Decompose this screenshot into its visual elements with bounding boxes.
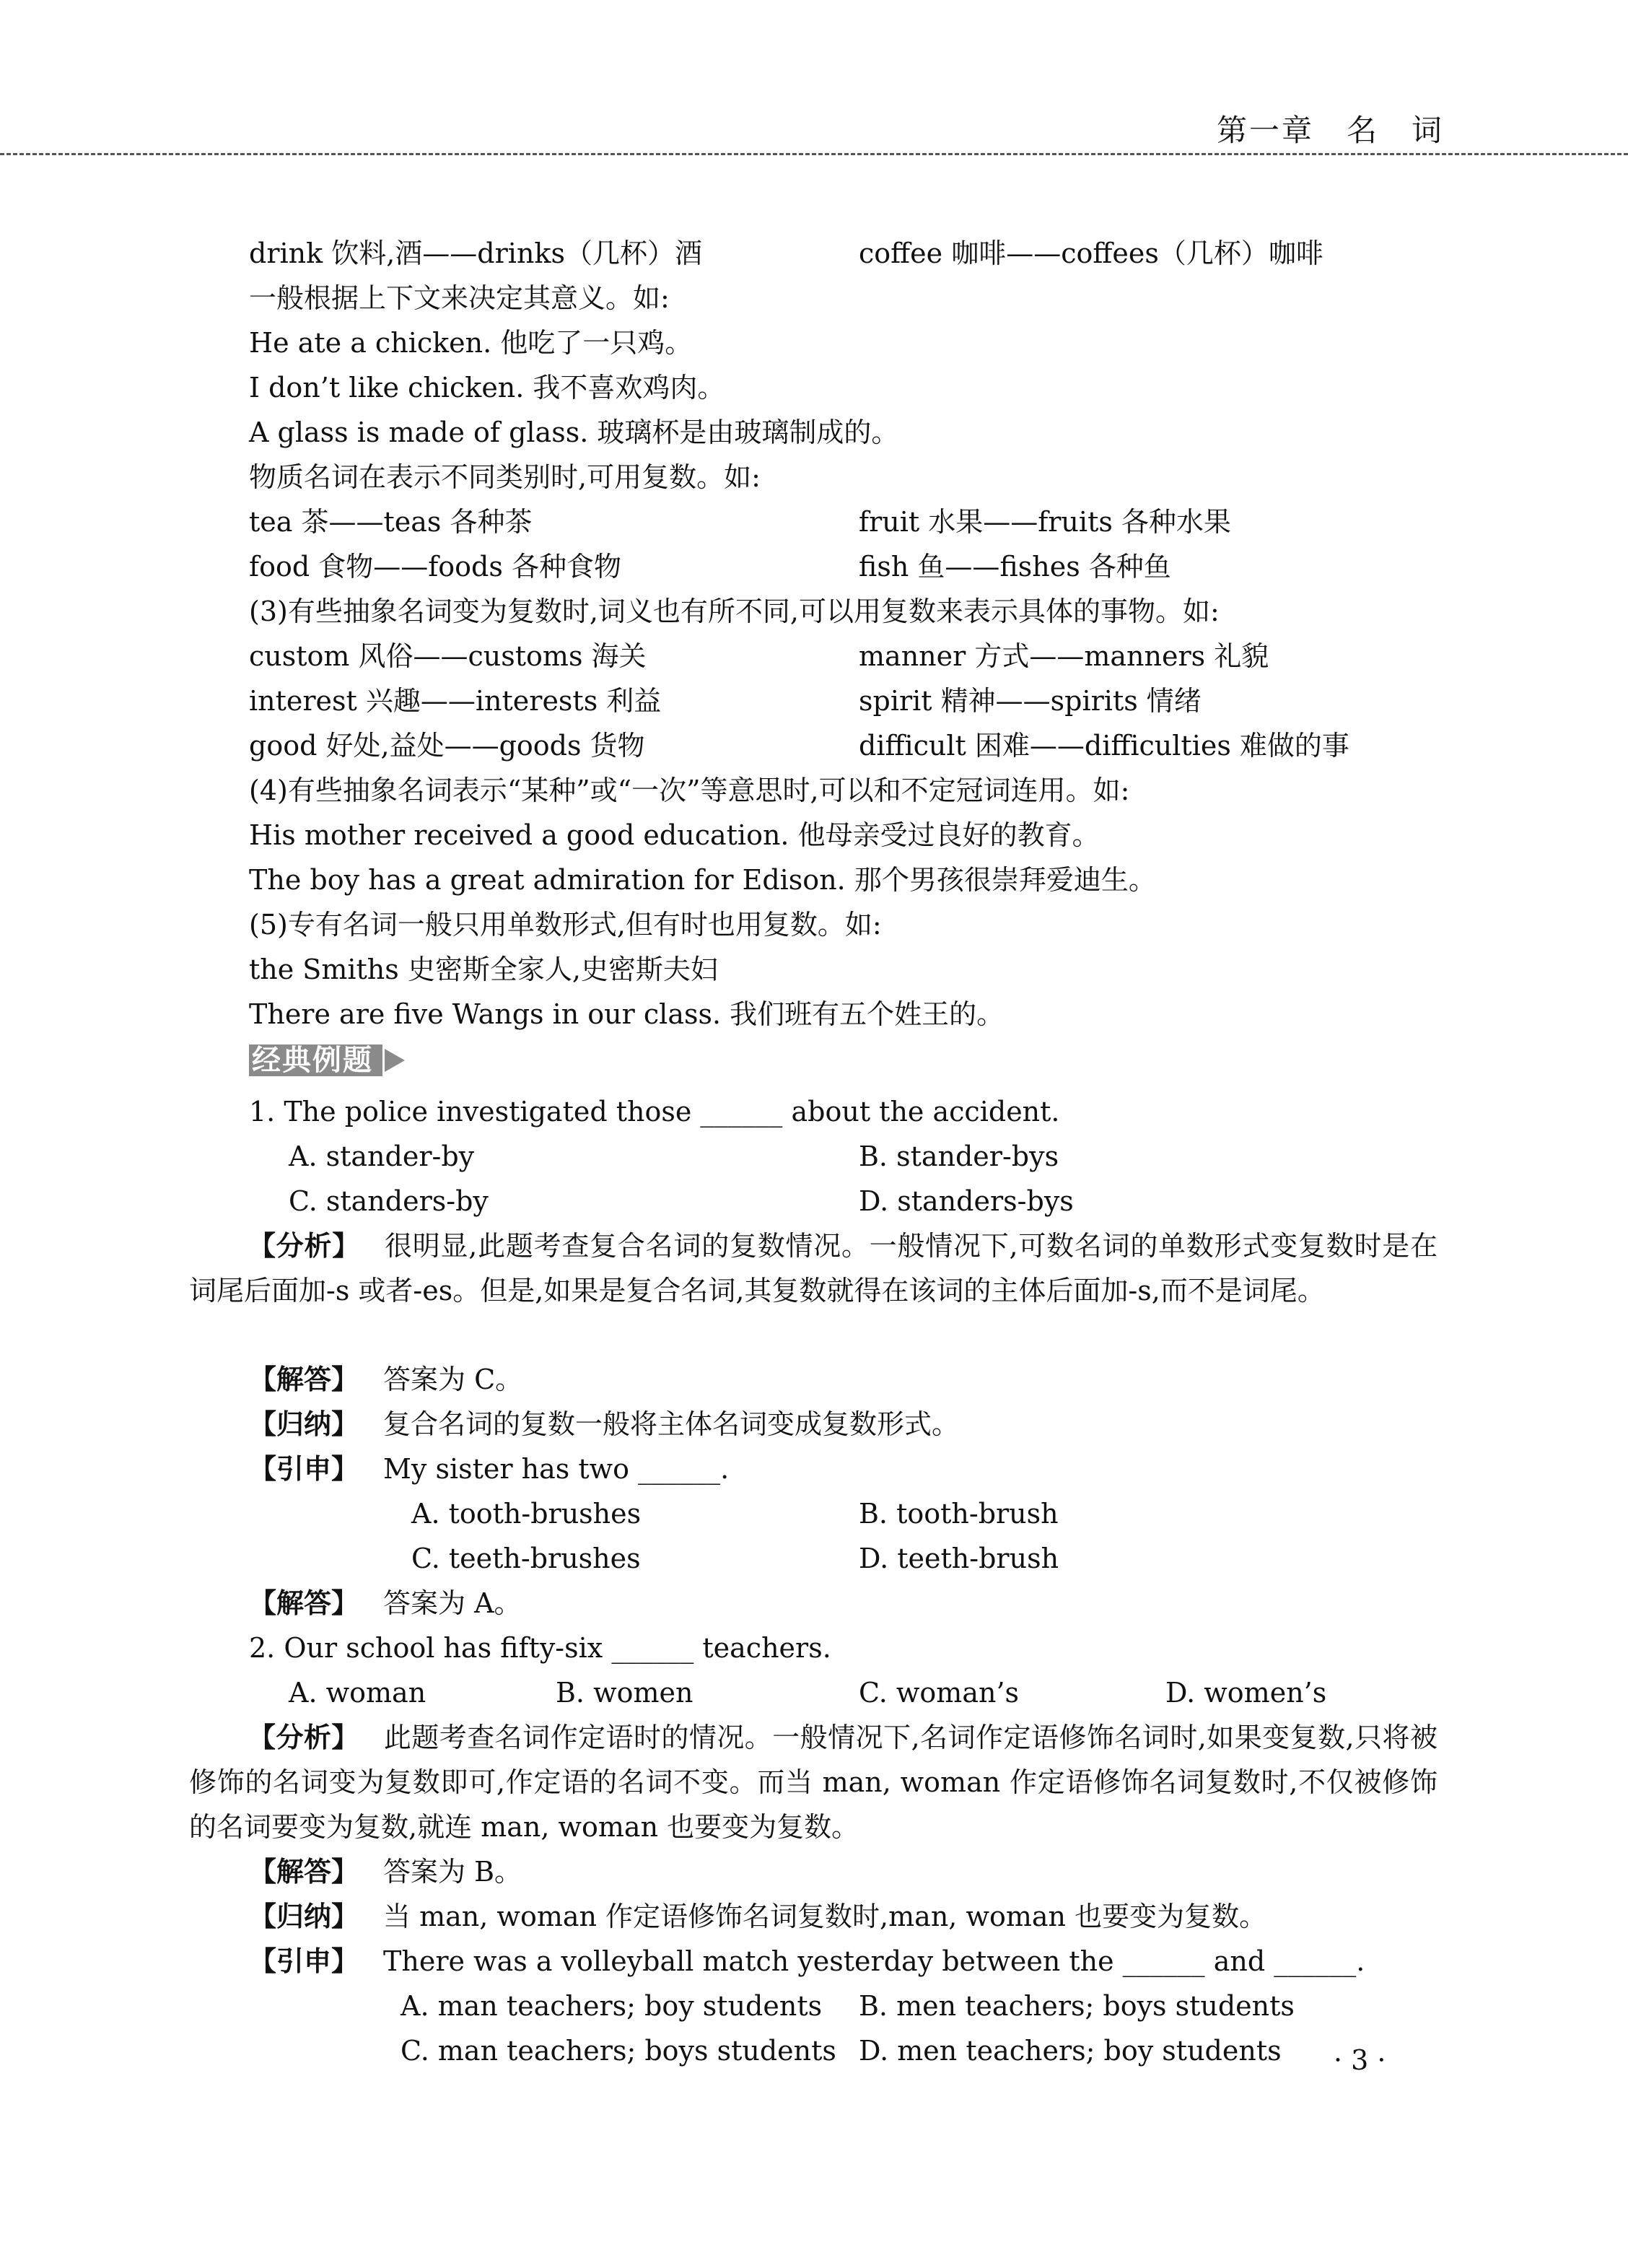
- answer-text: 答案为 B。: [383, 1856, 522, 1888]
- text-line: custom 风俗——customs 海关: [249, 640, 647, 672]
- answer-tag: 【解答】: [249, 1364, 359, 1395]
- analysis-tag: 【分析】: [248, 1230, 361, 1262]
- answer-text: 答案为 C。: [383, 1364, 523, 1395]
- answer-tag: 【解答】: [249, 1856, 359, 1888]
- question-stem: 1. The police investigated those ______ about the accident.: [249, 1096, 1060, 1128]
- option: D. standers-bys: [859, 1185, 1074, 1217]
- option: D. women’s: [1165, 1677, 1327, 1709]
- option: B. men teachers; boys students: [859, 1990, 1295, 2022]
- answer-line: [249, 1855, 522, 1888]
- extension-line: [249, 1945, 1365, 1978]
- text-line: There are five Wangs in our class. 我们班有五个姓王的。: [249, 998, 1005, 1030]
- option: D. teeth-brush: [859, 1543, 1059, 1574]
- text-line: tea 茶——teas 各种茶: [249, 506, 533, 538]
- option: B. stander-bys: [859, 1140, 1059, 1172]
- text-line: coffee 咖啡——coffees（几杯）咖啡: [859, 237, 1323, 269]
- text-line: (3)有些抽象名词变为复数时,词义也有所不同,可以用复数来表示具体的事物。如:: [249, 596, 1220, 627]
- analysis-text: 此题考查名词作定语时的情况。一般情况下,名词作定语修饰名词时,如果变复数,只将被修饰的名词变为复数即可,作定语的名词不变。而当 man, woman 作定语修饰名词复数时,不仅被修饰的名词要变为复数,就连 man, woman 也要变为复数。: [189, 1722, 1437, 1843]
- analysis-paragraph: [189, 1224, 1437, 1313]
- answer-line: [249, 1587, 522, 1620]
- arrow-right-icon: [385, 1049, 405, 1072]
- option: A. tooth-brushes: [411, 1498, 642, 1530]
- option: C. standers-by: [289, 1185, 489, 1217]
- text-line: difficult 困难——difficulties 难做的事: [859, 730, 1349, 762]
- summary-tag: 【归纳】: [249, 1408, 359, 1440]
- option: C. man teachers; boys students: [401, 2035, 836, 2067]
- option: D. men teachers; boy students: [859, 2035, 1282, 2067]
- analysis-paragraph: [189, 1715, 1437, 1849]
- page-number: · 3 ·: [1334, 2044, 1386, 2076]
- section-heading-label: 经典例题: [252, 1044, 373, 1077]
- extension-tag: 【引申】: [249, 1945, 359, 1977]
- page-header: [0, 0, 1628, 155]
- summary-line: [249, 1900, 1266, 1933]
- text-line: drink 饮料,酒——drinks（几杯）酒: [249, 237, 702, 269]
- summary-text: 复合名词的复数一般将主体名词变成复数形式。: [383, 1408, 960, 1440]
- text-line: interest 兴趣——interests 利益: [249, 685, 662, 717]
- text-line: I don’t like chicken. 我不喜欢鸡肉。: [249, 372, 725, 404]
- text-line: He ate a chicken. 他吃了一只鸡。: [249, 327, 693, 359]
- answer-text: 答案为 A。: [383, 1587, 522, 1619]
- option: A. stander-by: [289, 1140, 475, 1172]
- extension-text: My sister has two ______.: [383, 1453, 730, 1485]
- extension-text: There was a volleyball match yesterday between the ______ and ______.: [383, 1945, 1365, 1977]
- answer-tag: 【解答】: [249, 1587, 359, 1619]
- text-line: fruit 水果——fruits 各种水果: [859, 506, 1231, 538]
- option: A. woman: [289, 1677, 426, 1709]
- section-heading: [249, 1043, 415, 1079]
- text-line: spirit 精神——spirits 情绪: [859, 685, 1202, 717]
- text-line: 一般根据上下文来决定其意义。如:: [249, 282, 670, 314]
- summary-text: 当 man, woman 作定语修饰名词复数时,man, woman 也要变为复数。: [383, 1901, 1267, 1932]
- option: C. woman’s: [859, 1677, 1020, 1709]
- text-line: (5)专有名词一般只用单数形式,但有时也用复数。如:: [249, 909, 882, 941]
- text-line: the Smiths 史密斯全家人,史密斯夫妇: [249, 954, 718, 985]
- header-divider: [0, 153, 1628, 155]
- analysis-text: 很明显,此题考查复合名词的复数情况。一般情况下,可数名词的单数形式变复数时是在词尾后面加-s 或者-es。但是,如果是复合名词,其复数就得在该词的主体后面加-s,而不是词尾。: [189, 1230, 1437, 1307]
- option: A. man teachers; boy students: [401, 1990, 823, 2022]
- extension-tag: 【引申】: [249, 1453, 359, 1485]
- option: B. women: [556, 1677, 693, 1709]
- text-line: The boy has a great admiration for Edison. 那个男孩很崇拜爱迪生。: [249, 864, 1156, 896]
- text-line: His mother received a good education. 他母亲受过良好的教育。: [249, 819, 1100, 851]
- text-line: 物质名词在表示不同类别时,可用复数。如:: [249, 461, 761, 493]
- text-line: good 好处,益处——goods 货物: [249, 730, 645, 762]
- option: B. tooth-brush: [859, 1498, 1059, 1530]
- answer-line: [249, 1363, 522, 1396]
- summary-tag: 【归纳】: [249, 1901, 359, 1932]
- summary-line: [249, 1408, 959, 1441]
- text-line: food 食物——foods 各种食物: [249, 551, 621, 583]
- question-stem: 2. Our school has fifty-six ______ teachers.: [249, 1632, 831, 1664]
- text-line: fish 鱼——fishes 各种鱼: [859, 551, 1171, 583]
- analysis-tag: 【分析】: [248, 1722, 359, 1753]
- text-line: A glass is made of glass. 玻璃杯是由玻璃制成的。: [249, 416, 899, 448]
- extension-line: [249, 1452, 729, 1486]
- text-line: (4)有些抽象名词表示“某种”或“一次”等意思时,可以和不定冠词连用。如:: [249, 775, 1130, 806]
- chapter-title: 第一章 名 词: [1216, 113, 1444, 148]
- option: C. teeth-brushes: [411, 1543, 641, 1574]
- text-line: manner 方式——manners 礼貌: [859, 640, 1269, 672]
